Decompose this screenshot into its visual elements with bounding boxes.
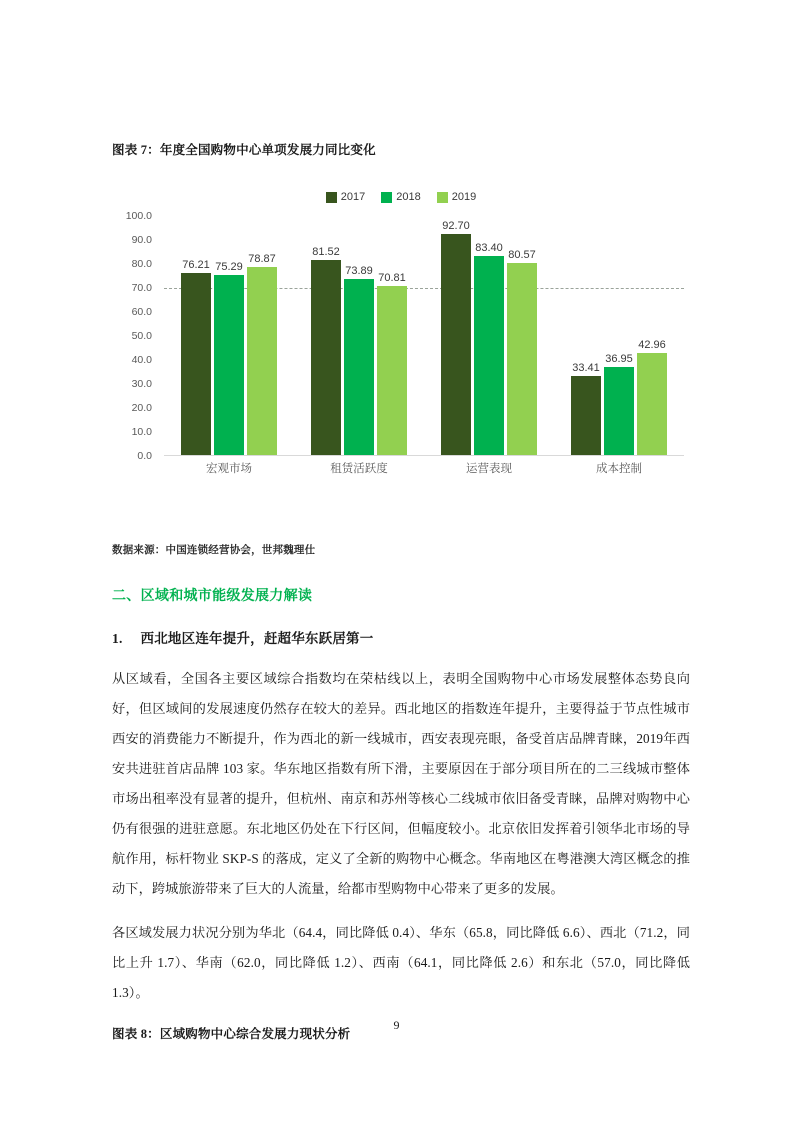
chart-legend xyxy=(112,188,690,206)
bar-2017-租赁活跃度 xyxy=(311,246,341,456)
sub-heading-text: 西北地区连年提升，赶超华东跃居第一 xyxy=(140,631,374,646)
bar-value-label: 36.95 xyxy=(605,353,633,366)
chart-x-axis-labels xyxy=(164,460,684,476)
bar-value-label: 42.96 xyxy=(638,338,666,351)
y-axis-tick: 100.0 xyxy=(125,210,152,222)
bar-value-label: 92.70 xyxy=(442,219,470,232)
y-axis-tick: 30.0 xyxy=(131,378,152,390)
paragraph-2: 各区域发展力状况分别为华北（64.4，同比降低 0.4）、华东（65.8，同比降低 6.6）、西北（71.2，同比上升 1.7）、华南（62.0，同比降低 1.2）、西南（64.1，同比降低 2.6）和东北（57.0，同比降低 1.3）。 xyxy=(112,925,690,1000)
legend-swatch-2018 xyxy=(381,192,392,203)
y-axis-tick: 10.0 xyxy=(131,426,152,438)
bar-rect xyxy=(507,263,537,456)
figure-7-chart xyxy=(112,188,690,508)
bar-2017-运营表现 xyxy=(441,219,471,456)
bar-value-label: 75.29 xyxy=(215,261,243,274)
figure-7-source-note: 数据来源：中国连锁经营协会，世邦魏理仕 xyxy=(112,545,316,556)
x-axis-label: 宏观市场 xyxy=(206,463,252,475)
page-number: 9 xyxy=(393,1018,400,1032)
bar-rect xyxy=(181,273,211,456)
bar-rect xyxy=(474,256,504,456)
bar-rect xyxy=(344,279,374,456)
bar-2019-成本控制 xyxy=(637,338,667,456)
legend-item-2019 xyxy=(437,191,476,203)
bar-group xyxy=(424,216,554,456)
figure-8-caption: 图表 8：区域购物中心综合发展力现状分析 xyxy=(112,1027,351,1041)
bar-rect xyxy=(214,275,244,456)
bar-group xyxy=(164,216,294,456)
bar-2018-宏观市场 xyxy=(214,261,244,456)
bar-2018-租赁活跃度 xyxy=(344,264,374,456)
bar-2017-宏观市场 xyxy=(181,259,211,456)
bar-value-label: 33.41 xyxy=(572,361,600,374)
legend-item-2017 xyxy=(326,191,365,203)
legend-label-2018: 2018 xyxy=(396,191,421,203)
bar-rect xyxy=(637,353,667,456)
section-heading: 二、区域和城市能级发展力解读 xyxy=(112,587,313,603)
bar-value-label: 73.89 xyxy=(345,264,373,277)
bar-2017-成本控制 xyxy=(571,361,601,456)
y-axis-tick: 60.0 xyxy=(131,306,152,318)
y-axis-tick: 0.0 xyxy=(137,450,152,462)
bar-rect xyxy=(311,260,341,456)
y-axis-tick: 90.0 xyxy=(131,234,152,246)
bar-2019-宏观市场 xyxy=(247,252,277,456)
bar-rect xyxy=(247,267,277,456)
chart-bar-groups xyxy=(164,216,684,456)
legend-item-2018 xyxy=(381,191,420,203)
bar-rect xyxy=(441,234,471,456)
legend-swatch-2017 xyxy=(326,192,337,203)
sub-heading xyxy=(112,627,690,647)
x-axis-label: 成本控制 xyxy=(596,463,642,475)
legend-label-2019: 2019 xyxy=(451,191,477,203)
legend-swatch-2019 xyxy=(437,192,448,203)
y-axis-tick: 80.0 xyxy=(131,258,152,270)
bar-rect xyxy=(571,376,601,456)
bar-2019-租赁活跃度 xyxy=(377,272,407,456)
bar-2018-运营表现 xyxy=(474,241,504,456)
bar-value-label: 70.81 xyxy=(378,272,406,285)
bar-2018-成本控制 xyxy=(604,353,634,456)
bar-value-label: 83.40 xyxy=(475,241,503,254)
bar-value-label: 78.87 xyxy=(248,252,276,265)
x-axis-label: 租赁活跃度 xyxy=(330,463,388,475)
bar-2019-运营表现 xyxy=(507,248,537,456)
bar-value-label: 76.21 xyxy=(182,259,210,272)
chart-plot-area xyxy=(164,216,684,456)
bar-rect xyxy=(377,286,407,456)
chart-y-axis xyxy=(112,210,158,462)
y-axis-tick: 50.0 xyxy=(131,330,152,342)
sub-heading-number: 1. xyxy=(112,631,123,646)
bar-group xyxy=(294,216,424,456)
bar-group xyxy=(554,216,684,456)
page-content xyxy=(112,0,690,1042)
y-axis-tick: 70.0 xyxy=(131,282,152,294)
bar-value-label: 80.57 xyxy=(508,248,536,261)
figure-7-caption: 图表 7：年度全国购物中心单项发展力同比变化 xyxy=(112,143,376,157)
y-axis-tick: 40.0 xyxy=(131,354,152,366)
bar-rect xyxy=(604,367,634,456)
legend-label-2017: 2017 xyxy=(340,191,366,203)
chart-axis-baseline xyxy=(164,455,684,456)
bar-value-label: 81.52 xyxy=(312,246,340,259)
x-axis-label: 运营表现 xyxy=(466,463,512,475)
y-axis-tick: 20.0 xyxy=(131,402,152,414)
paragraph-1: 从区域看，全国各主要区域综合指数均在荣枯线以上，表明全国购物中心市场发展整体态势良向好，但区域间的发展速度仍然存在较大的差异。西北地区的指数连年提升，主要得益于节点性城市西安的消费能力不断提升，作为西北的新一线城市，西安表现亮眼，备受首店品牌青睐，2019年西安共进驻首店品牌 103 家。华东地区指数有所下滑，主要原因在于部分项目所在的二三线城市整体市场出租率没有显著的提升，但杭州、南京和苏州等核心二线城市依旧备受青睐，品牌对购物中心仍有很强的进驻意愿。东北地区仍处在下行区间，但幅度较小。北京依旧发挥着引领华北市场的导航作用，标杆物业 SKP-S 的落成，定义了全新的购物中心概念。华南地区在粤港澳大湾区概念的推动下，跨城旅游带来了巨大的人流量，给都市型购物中心带来了更多的发展。 xyxy=(112,671,690,896)
chart-plot-wrap xyxy=(112,210,690,508)
